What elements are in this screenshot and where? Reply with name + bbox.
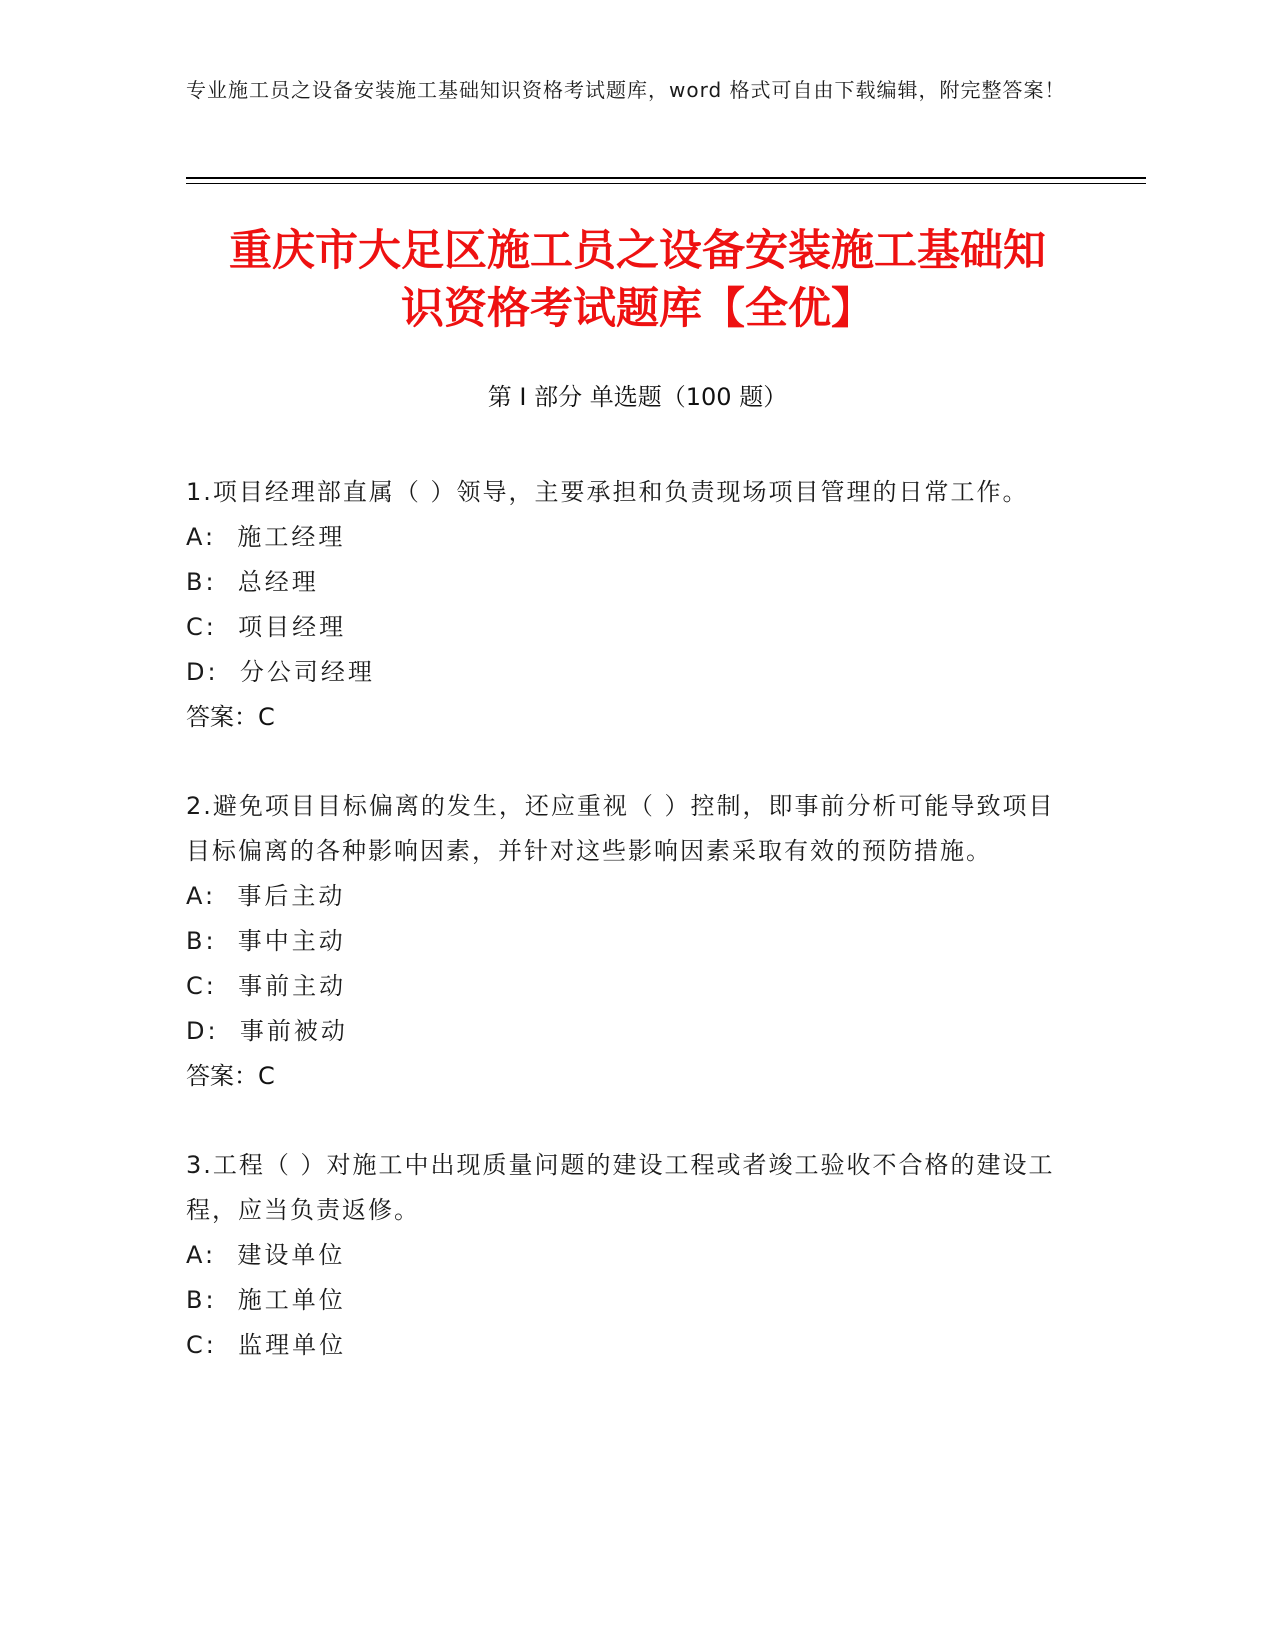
option-b: B: 施工单位 [186,1286,346,1314]
option-d: D: 分公司经理 [186,658,375,686]
option-b: B: 事中主动 [186,927,346,955]
document-title-line-2: 识资格考试题库【全优】 [401,284,874,334]
header-rule-thick [186,177,1146,179]
option-a: A: 施工经理 [186,523,346,551]
option-c: C: 项目经理 [186,613,347,641]
option-a: A: 事后主动 [186,882,346,910]
question-answer: 答案：C [186,703,275,731]
section-title: 第 I 部分 单选题（100 题） [487,383,788,411]
question-stem: 2.避免项目目标偏离的发生，还应重视（ ）控制，即事前分析可能导致项目目标偏离的各种影响因素，并针对这些影响因素采取有效的预防措施。 [186,792,1055,865]
question-1 [186,470,1066,740]
option-c: C: 监理单位 [186,1331,347,1359]
option-b: B: 总经理 [186,568,319,596]
question-stem: 1.项目经理部直属（ ）领导，主要承担和负责现场项目管理的日常工作。 [186,478,1029,506]
question-list [186,470,1066,1412]
document-title [150,222,1125,338]
option-c: C: 事前主动 [186,972,347,1000]
question-2 [186,784,1066,1099]
document-title-line-1: 重庆市大足区施工员之设备安装施工基础知 [229,226,1046,276]
header-note: 专业施工员之设备安装施工基础知识资格考试题库，word 格式可自由下载编辑，附完整答案！ [186,78,1066,102]
question-3 [186,1143,1066,1368]
option-d: D: 事前被动 [186,1017,348,1045]
question-answer: 答案：C [186,1062,275,1090]
header-rule-thin [186,183,1146,184]
option-a: A: 建设单位 [186,1241,346,1269]
question-stem: 3.工程（ ）对施工中出现质量问题的建设工程或者竣工验收不合格的建设工程，应当负责返修。 [186,1151,1055,1224]
